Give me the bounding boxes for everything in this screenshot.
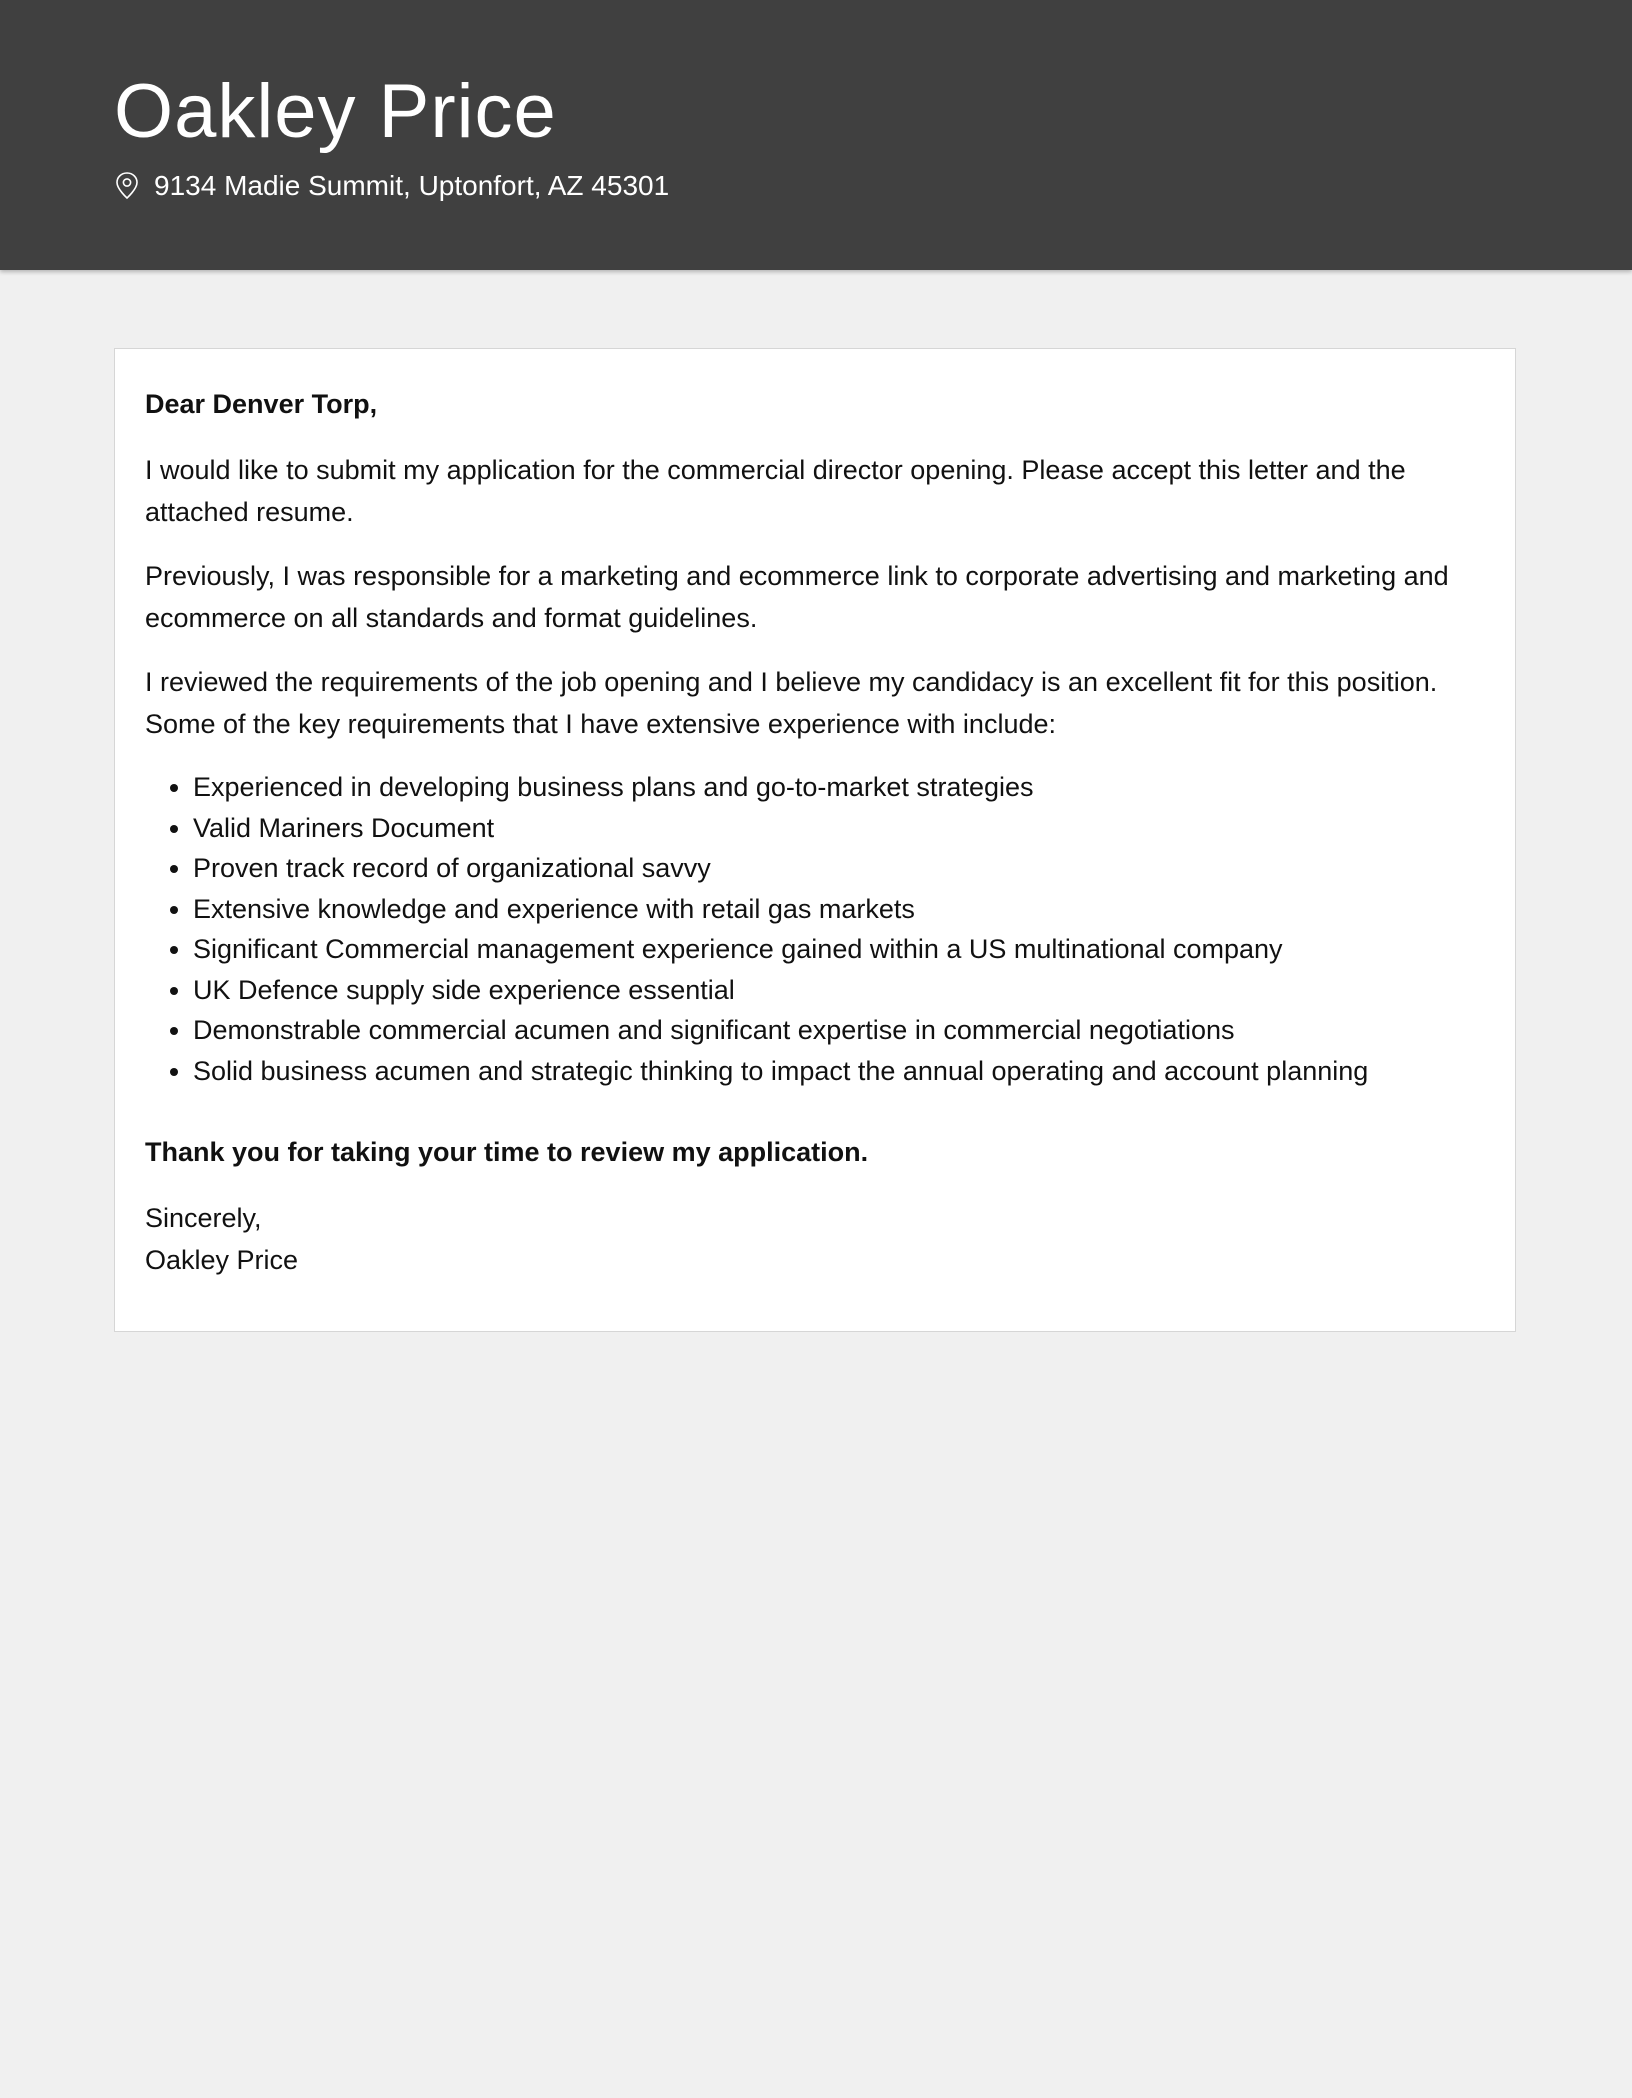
cover-letter	[114, 348, 1516, 1332]
signoff: Sincerely,	[145, 1203, 262, 1233]
address-line	[114, 166, 669, 206]
list-item: • Solid business acumen and strategic thinking to impact the annual operating and account planning	[193, 1051, 1485, 1092]
list-item: • UK Defence supply side experience essential	[193, 970, 1485, 1011]
list-item: • Significant Commercial management experience gained within a US multinational company	[193, 929, 1485, 970]
list-item: • Demonstrable commercial acumen and significant expertise in commercial negotiations	[193, 1010, 1485, 1051]
salutation: Dear Denver Torp,	[145, 389, 378, 419]
list-item: • Experienced in developing business plans and go-to-market strategies	[193, 767, 1485, 808]
header	[0, 0, 1632, 270]
requirements-list	[145, 767, 1485, 1091]
list-item: • Proven track record of organizational savvy	[193, 848, 1485, 889]
closing-thanks: Thank you for taking your time to review my application.	[145, 1137, 869, 1167]
paragraph-intro: I would like to submit my application for the commercial director opening. Please accept this letter and the attached resume.	[145, 455, 1406, 527]
list-item: • Extensive knowledge and experience with retail gas markets	[193, 889, 1485, 930]
paragraph-experience: Previously, I was responsible for a marketing and ecommerce link to corporate advertising and marketing and ecommerce on all standards and format guidelines.	[145, 561, 1449, 633]
address-text: 9134 Madie Summit, Uptonfort, AZ 45301	[154, 170, 670, 201]
list-item: • Valid Mariners Document	[193, 808, 1485, 849]
signature-name: Oakley Price	[145, 1245, 299, 1275]
applicant-name: Oakley Price	[114, 69, 557, 154]
map-pin-icon	[114, 171, 140, 201]
paragraph-requirements: I reviewed the requirements of the job opening and I believe my candidacy is an excellent fit for this position. Some of the key requirements that I have extensive experience with include:	[145, 667, 1438, 739]
